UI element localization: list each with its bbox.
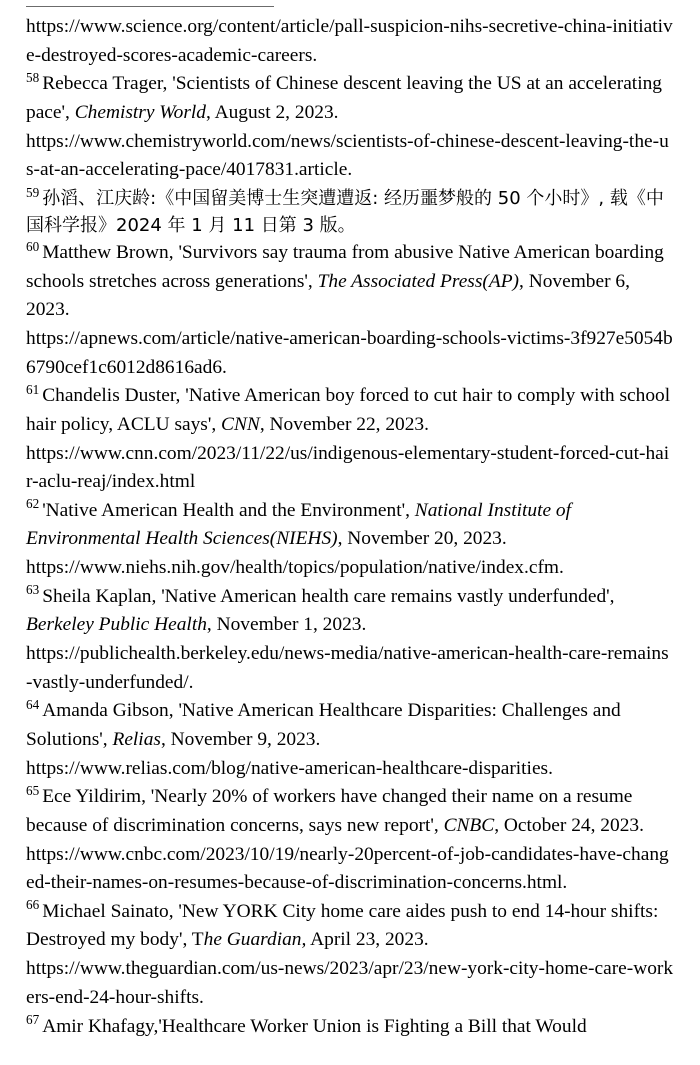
endnote-text-part: Matthew Brown, 'Survivors say trauma from abusive Native American boarding schools stretches across generations', — [26, 242, 664, 292]
endnote-59 — [26, 185, 674, 239]
endnote-text-part: , August 2, 2023. — [205, 101, 339, 123]
endnote-text-part: 'Native American Health and the Environment', — [42, 499, 415, 521]
endnote-62-url: https://www.niehs.nih.gov/health/topics/population/native/index.cfm. — [26, 557, 564, 579]
endnote-number: 59 — [26, 184, 40, 200]
endnote-number: 61 — [26, 381, 40, 397]
endnote-source-title: Berkeley Public Health — [26, 614, 207, 636]
endnote-58-url: https://www.chemistryworld.com/news/scientists-of-chinese-descent-leaving-the-us-at-an-accelerating-pace/4017831.article. — [26, 130, 669, 181]
endnote-source-title: National Institute of Environmental Health Sciences(NIEHS) — [26, 499, 572, 550]
endnote-61-url: https://www.cnn.com/2023/11/22/us/indigenous-elementary-student-forced-cut-hair-aclu-reaj/index.html — [26, 442, 670, 493]
endnote-58 — [26, 70, 674, 127]
endnote-source-title: The Associated Press(AP) — [317, 270, 520, 292]
endnote-text-part: , November 20, 2023. — [337, 528, 507, 550]
endnote-63 — [26, 583, 674, 640]
endnote-text-part: Michael Sainato, 'New YORK City home care aides push to end 14-hour shifts: Destroyed my body', T — [26, 900, 659, 951]
endnote-60 — [26, 239, 674, 325]
endnote-number: 65 — [26, 782, 40, 798]
endnote-text-part: Amanda Gibson, 'Native American Healthcare Disparities: Challenges and Solutions', — [26, 700, 621, 750]
endnote-66 — [26, 898, 674, 955]
endnote-63-url: https://publichealth.berkeley.edu/news-media/native-american-health-care-remains-vastly-underfunded/. — [26, 643, 669, 693]
endnote-text-part: , November 9, 2023. — [160, 728, 321, 750]
endnote-source-title: CNN — [221, 413, 260, 435]
endnote-67 — [26, 1013, 674, 1042]
endnote-number: 67 — [26, 1012, 40, 1028]
endnote-source-title: Chemistry World — [74, 101, 206, 123]
header-divider — [26, 6, 274, 7]
endnotes-list — [26, 13, 674, 1041]
endnote-60-url: https://apnews.com/article/native-american-boarding-schools-victims-3f927e5054b6790cef1c6012d8616ad6. — [26, 328, 673, 378]
endnote-text-part: Ece Yildirim, 'Nearly 20% of workers have changed their name on a resume because of discrimination concerns, says new report', — [26, 786, 633, 836]
endnote-number: 63 — [26, 582, 40, 598]
endnote-66-url: https://www.theguardian.com/us-news/2023/apr/23/new-york-city-home-care-workers-end-24-hour-shifts. — [26, 958, 674, 1008]
endnote-text-part: , November 22, 2023. — [259, 413, 429, 435]
endnote-text-part: April 23, 2023. — [306, 929, 429, 951]
endnote-65-url: https://www.cnbc.com/2023/10/19/nearly-20percent-of-job-candidates-have-changed-their-names-on-resumes-because-of-discrimination-concerns.html. — [26, 843, 669, 894]
endnote-65 — [26, 783, 674, 840]
endnote-text-part: Chandelis Duster, 'Native American boy forced to cut hair to comply with school hair policy, ACLU says', — [26, 385, 671, 435]
endnote-61 — [26, 382, 674, 439]
endnote-number: 58 — [26, 69, 40, 85]
endnote-number: 60 — [26, 238, 40, 254]
endnote-62 — [26, 497, 674, 554]
endnote-text: 孙滔、江庆龄:《中国留美博士生突遭遭返: 经历噩梦般的 50 个小时》, 载《中国科学报》2024 年 1 月 11 日第 3 版。 — [26, 187, 664, 236]
endnote-text-part: Rebecca Trager, 'Scientists of Chinese descent leaving the US at an accelerating pace', — [26, 73, 662, 123]
endnote-text-part: Sheila Kaplan, 'Native American health care remains vastly underfunded', — [42, 585, 615, 607]
endnote-text-part: , October 24, 2023. — [494, 814, 644, 836]
endnote-source-title: CNBC — [443, 814, 495, 836]
endnote-text-part: , November 6, 2023. — [26, 270, 630, 321]
endnote-source-title: Relias — [112, 728, 161, 750]
endnote-number: 64 — [26, 696, 40, 712]
continued-url: https://www.science.org/content/article/pall-suspicion-nihs-secretive-china-initiative-destroyed-scores-academic-careers. — [26, 16, 673, 66]
endnote-64-url: https://www.relias.com/blog/native-american-healthcare-disparities. — [26, 757, 553, 779]
endnote-number: 66 — [26, 897, 40, 913]
endnote-64 — [26, 697, 674, 754]
endnote-text-part: Amir Khafagy,'Healthcare Worker Union is Fighting a Bill that Would — [42, 1015, 587, 1037]
endnote-source-title: he Guardian, — [203, 929, 307, 951]
endnote-number: 62 — [26, 496, 40, 512]
endnote-text-part: , November 1, 2023. — [206, 614, 367, 636]
